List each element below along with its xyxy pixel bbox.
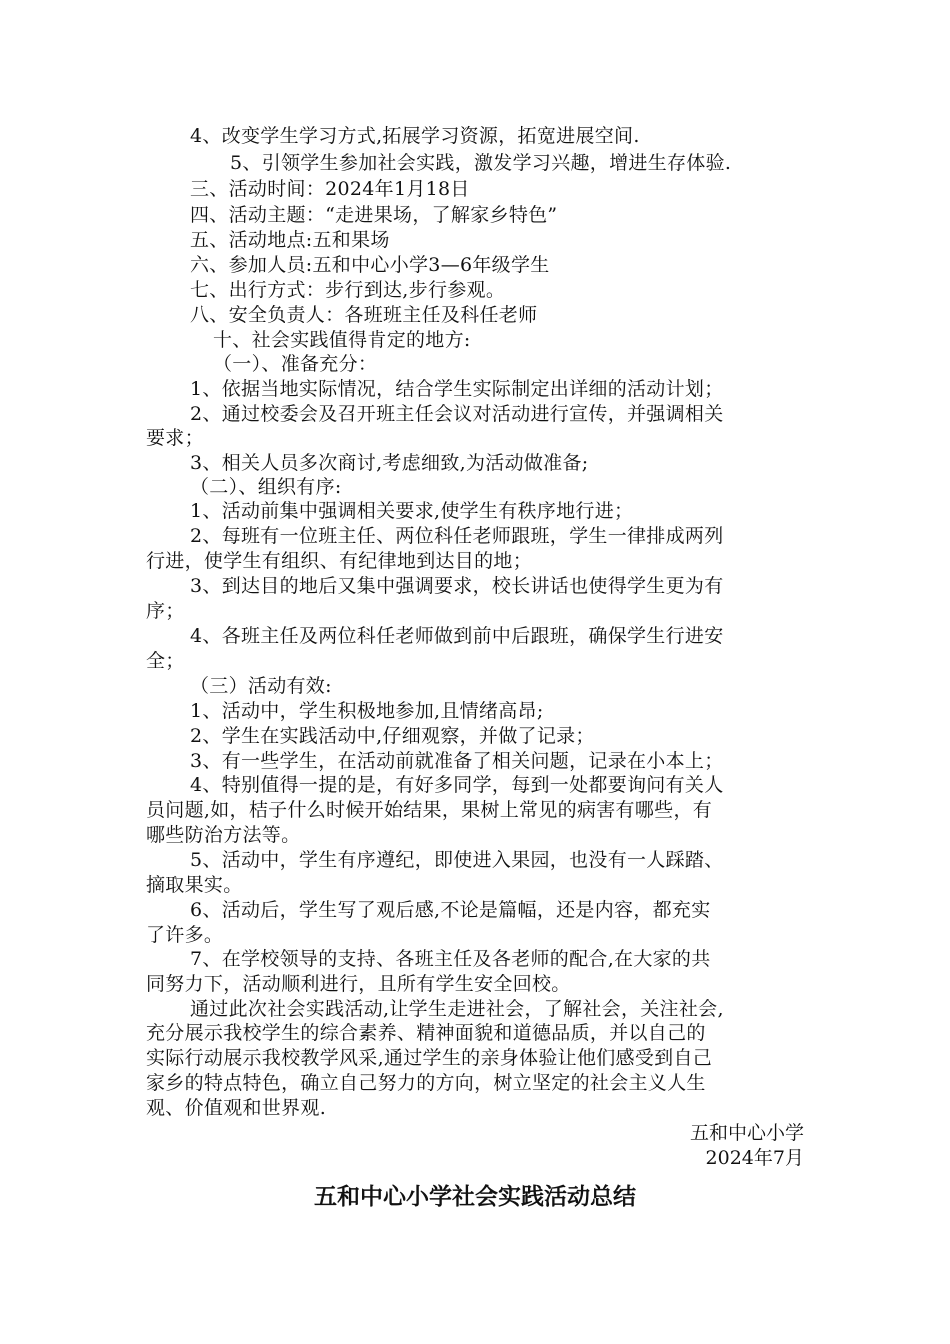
text-line: 1、活动前集中强调相关要求,使学生有秩序地行进； bbox=[190, 500, 634, 522]
text-line: 同努力下，活动顺利进行，且所有学生安全回校。 bbox=[146, 973, 571, 995]
text-line: 行进，使学生有组织、有纪律地到达目的地； bbox=[146, 550, 533, 572]
text-line: 观、价值观和世界观. bbox=[146, 1097, 327, 1119]
text-line: 6、活动后，学生写了观后感,不论是篇幅，还是内容，都充实 bbox=[190, 899, 711, 921]
text-line: 4、改变学生学习方式,拓展学习资源，拓宽进展空间. bbox=[190, 125, 640, 147]
text-line: 2、学生在实践活动中,仔细观察，并做了记录； bbox=[190, 725, 595, 747]
text-line: 家乡的特点特色，确立自己努力的方向，树立坚定的社会主义人生 bbox=[146, 1072, 706, 1094]
subsection-heading: （二）、组织有序: bbox=[190, 476, 342, 498]
text-line: 七、出行方式：步行到达,步行参观。 bbox=[190, 279, 506, 301]
text-line: 哪些防治方法等。 bbox=[146, 824, 301, 846]
text-line: 五、活动地点:五和果场 bbox=[190, 229, 390, 251]
text-line: 2、通过校委会及召开班主任会议对活动进行宣传，并强调相关 bbox=[190, 403, 724, 425]
signature-date: 2024年7月 bbox=[705, 1147, 804, 1169]
text-line: 5、引领学生参加社会实践，激发学习兴趣，增进生存体验. bbox=[230, 152, 732, 174]
text-line: 1、依据当地实际情况，结合学生实际制定出详细的活动计划； bbox=[190, 378, 724, 400]
text-line: 4、各班主任及两位科任老师做到前中后跟班，确保学生行进安 bbox=[190, 625, 724, 647]
text-line: 3、有一些学生，在活动前就准备了相关问题，记录在小本上； bbox=[190, 750, 724, 772]
text-line: 摘取果实。 bbox=[146, 874, 243, 896]
text-line: 通过此次社会实践活动,让学生走进社会，了解社会，关注社会, bbox=[190, 998, 724, 1020]
text-line: 4、特别值得一提的是，有好多同学，每到一处都要询问有关人 bbox=[190, 774, 724, 796]
text-line: 3、到达目的地后又集中强调要求，校长讲话也使得学生更为有 bbox=[190, 575, 724, 597]
document-title: 五和中心小学社会实践活动总结 bbox=[314, 1184, 636, 1210]
text-line: 充分展示我校学生的综合素养、精神面貌和道德品质，并以自己的 bbox=[146, 1022, 706, 1044]
text-line: 了许多。 bbox=[146, 924, 224, 946]
subsection-heading: （三）活动有效: bbox=[190, 675, 332, 697]
text-line: 3、相关人员多次商讨,考虑细致,为活动做准备; bbox=[190, 452, 589, 474]
text-line: 要求； bbox=[146, 427, 204, 449]
section-heading: 十、社会实践值得肯定的地方: bbox=[213, 329, 471, 351]
text-line: 全； bbox=[146, 650, 185, 672]
text-line: 2、每班有一位班主任、两位科任老师跟班，学生一律排成两列 bbox=[190, 525, 724, 547]
text-line: 四、活动主题：“走进果场，了解家乡特色” bbox=[190, 204, 558, 226]
text-line: 三、活动时间：2024年1月18日 bbox=[190, 178, 470, 200]
subsection-heading: （一）、准备充分： bbox=[213, 353, 378, 375]
text-line: 员问题,如，桔子什么时候开始结果，果树上常见的病害有哪些，有 bbox=[146, 799, 713, 821]
text-line: 7、在学校领导的支持、各班主任及各老师的配合,在大家的共 bbox=[190, 948, 711, 970]
text-line: 序； bbox=[146, 600, 185, 622]
text-line: 八、安全负责人：各班班主任及科任老师 bbox=[190, 304, 538, 326]
signature-org: 五和中心小学 bbox=[689, 1122, 804, 1144]
text-line: 六、参加人员:五和中心小学3—6年级学生 bbox=[190, 254, 550, 276]
text-line: 1、活动中，学生积极地参加,且情绪高昂; bbox=[190, 700, 544, 722]
text-line: 实际行动展示我校教学风采,通过学生的亲身体验让他们感受到自己 bbox=[146, 1047, 713, 1069]
text-line: 5、活动中，学生有序遵纪，即使进入果园，也没有一人踩踏、 bbox=[190, 849, 724, 871]
